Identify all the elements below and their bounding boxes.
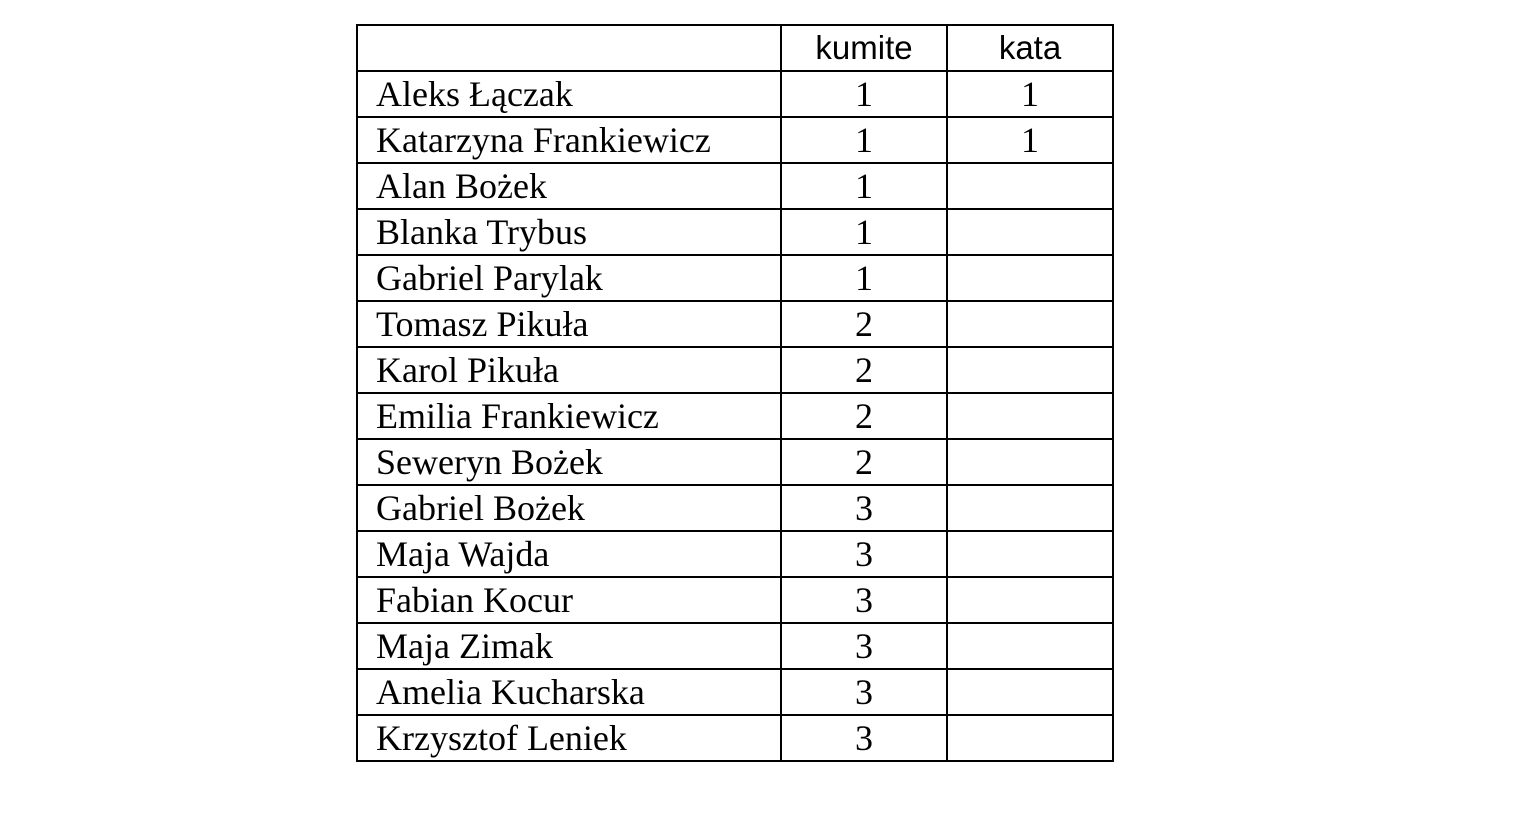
name-cell: Emilia Frankiewicz xyxy=(357,393,781,439)
table-row xyxy=(357,531,1113,577)
kata-cell xyxy=(947,393,1113,439)
kata-cell xyxy=(947,301,1113,347)
kumite-cell: 1 xyxy=(781,209,947,255)
name-cell: Maja Zimak xyxy=(357,623,781,669)
table-row xyxy=(357,301,1113,347)
name-cell: Krzysztof Leniek xyxy=(357,715,781,761)
kata-cell: 1 xyxy=(947,117,1113,163)
table-row xyxy=(357,577,1113,623)
kumite-cell: 1 xyxy=(781,71,947,117)
kumite-cell: 3 xyxy=(781,715,947,761)
name-cell: Blanka Trybus xyxy=(357,209,781,255)
table-row xyxy=(357,255,1113,301)
name-cell: Tomasz Pikuła xyxy=(357,301,781,347)
kumite-cell: 3 xyxy=(781,577,947,623)
kata-cell xyxy=(947,577,1113,623)
table-row xyxy=(357,71,1113,117)
kata-cell xyxy=(947,439,1113,485)
table-row xyxy=(357,163,1113,209)
table-row xyxy=(357,209,1113,255)
table-body xyxy=(357,25,1113,761)
kumite-cell: 2 xyxy=(781,301,947,347)
kumite-cell: 1 xyxy=(781,117,947,163)
table-row xyxy=(357,669,1113,715)
header-name-cell xyxy=(357,25,781,71)
header-kata-cell: kata xyxy=(947,25,1113,71)
kumite-cell: 2 xyxy=(781,439,947,485)
kumite-cell: 2 xyxy=(781,393,947,439)
kata-cell xyxy=(947,485,1113,531)
name-cell: Fabian Kocur xyxy=(357,577,781,623)
name-cell: Katarzyna Frankiewicz xyxy=(357,117,781,163)
name-cell: Gabriel Parylak xyxy=(357,255,781,301)
kumite-cell: 3 xyxy=(781,669,947,715)
kata-cell: 1 xyxy=(947,71,1113,117)
kata-cell xyxy=(947,347,1113,393)
header-kumite-cell: kumite xyxy=(781,25,947,71)
kumite-cell: 3 xyxy=(781,623,947,669)
table-row xyxy=(357,715,1113,761)
kata-cell xyxy=(947,669,1113,715)
results-table xyxy=(356,24,1114,762)
kumite-cell: 1 xyxy=(781,163,947,209)
kata-cell xyxy=(947,715,1113,761)
name-cell: Gabriel Bożek xyxy=(357,485,781,531)
name-cell: Amelia Kucharska xyxy=(357,669,781,715)
table-row xyxy=(357,485,1113,531)
kumite-cell: 3 xyxy=(781,531,947,577)
kata-cell xyxy=(947,209,1113,255)
kata-cell xyxy=(947,623,1113,669)
table-row xyxy=(357,347,1113,393)
kumite-cell: 2 xyxy=(781,347,947,393)
kumite-cell: 1 xyxy=(781,255,947,301)
kumite-cell: 3 xyxy=(781,485,947,531)
name-cell: Maja Wajda xyxy=(357,531,781,577)
name-cell: Seweryn Bożek xyxy=(357,439,781,485)
header-row xyxy=(357,25,1113,71)
table-row xyxy=(357,623,1113,669)
name-cell: Karol Pikuła xyxy=(357,347,781,393)
table-row xyxy=(357,117,1113,163)
kata-cell xyxy=(947,531,1113,577)
name-cell: Alan Bożek xyxy=(357,163,781,209)
table-row xyxy=(357,439,1113,485)
table-row xyxy=(357,393,1113,439)
kata-cell xyxy=(947,255,1113,301)
name-cell: Aleks Łączak xyxy=(357,71,781,117)
kata-cell xyxy=(947,163,1113,209)
